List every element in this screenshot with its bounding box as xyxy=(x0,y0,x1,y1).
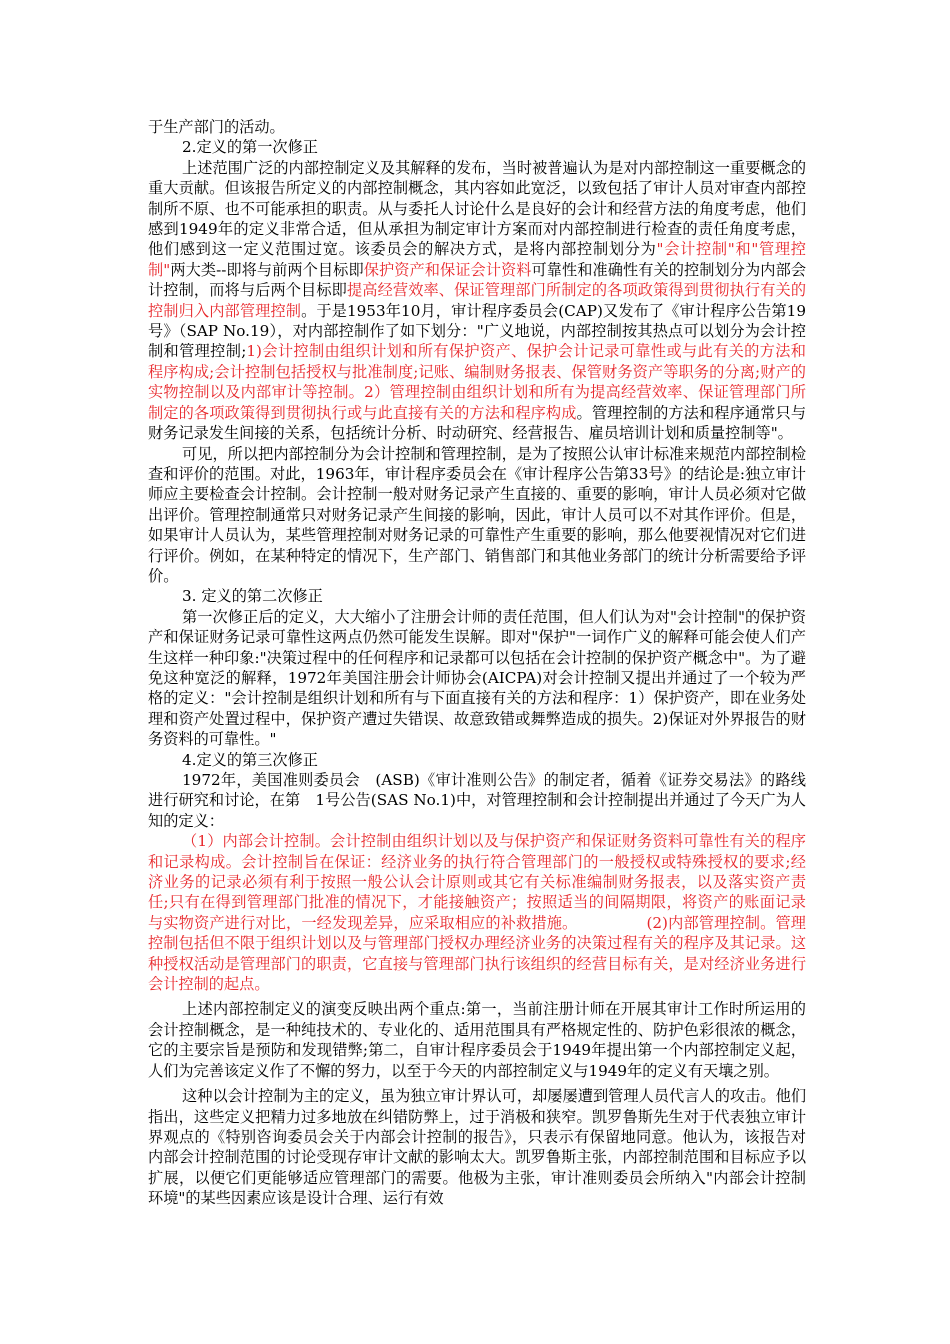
paragraph-criticism: 这种以会计控制为主的定义，虽为独立审计界认可，却屡屡遭到管理人员代言人的攻击。他们指出，这些定义把精力过多地放在纠错防弊上，过于消极和狭窄。凯罗鲁斯先生对于代表独立审计界观点的《特别咨询委员会关于内部会计控制的报告》，只表示有保留地同意。他认为，该报告对内部会计控制范围的讨论受现存审计文献的影响太大。凯罗鲁斯主张，内部控制范围和目标应予以扩展，以便它们更能够适应管理部门的需要。他极为主张，审计准则委员会所纳入"内部会计控制环境"的某些因素应该是设计合理、运行有效 xyxy=(148,1087,806,1208)
highlight-run: 1)会计控制由组织计划和所有保护资产、保护会计记录可靠性或与此有关的方法和程序构成;会计控制包括授权与批准制度;记账、编制财务报表、保管财务资产等职务的分离;财产的实物控制以及内部审计等控制。2）管理控制由组织计划和所有为提高经营效率、保证管理部门所制定的各项政策得到贯彻执行或与此直接有关的方法和程序构成 xyxy=(148,342,806,422)
paragraph-second-revision: 第一次修正后的定义，大大缩小了注册会计师的责任范围，但人们认为对"会计控制"的保护资产和保证财务记录可靠性这两点仍然可能发生误解。即对"保护"一词作广义的解释可能会使人们产生这样一种印象:"决策过程中的任何程序和记录都可以包括在会计控制的保护资产概念中"。为了避免这种宽泛的解释，1972年美国注册会计师协会(AICPA)对会计控制又提出并通过了一个较为严格的定义："会计控制是组织计划和所有与下面直接有关的方法和程序：1）保护资产，即在业务处理和资产处置过程中，保护资产遭过失错误、故意致错或舞弊造成的损失。2)保证对外界报告的财务资料的可靠性。" xyxy=(148,607,806,749)
text-run: 。管理控制的方法和程序通常只与财务记录发生间接的关系，包括统计分析、时动研究、经营报告、雇员培训计划和质量控制等"。 xyxy=(148,403,807,443)
text-run: 。于是1953年10月，审计程序委员会(CAP)又发布了《审计程序公告第19号》（SAP No.19），对内部控制作了如下划分："广义地说，内部控制按其热点可以划分为会计控制和管理控制; xyxy=(148,301,807,361)
paragraph-third-revision: 1972年，美国准则委员会 (ASB)《审计准则公告》的制定者，循着《证券交易法》的路线进行研究和讨论，在第 1号公告(SAS No.1)中，对管理控制和会计控制提出并通过了今天广为人知的定义： xyxy=(148,771,806,830)
text-run: 两大类--即将与前两个目标即 xyxy=(170,260,364,279)
highlight-run: 提高经营效率、保证管理部门所制定的各项政策得到贯彻执行有关的控制归入内部管理控制 xyxy=(148,281,807,320)
text-run: 上述范围广泛的内部控制定义及其解释的发布，当时被普遍认为是对内部控制这一重要概念的重大贡献。但该报告所定义的内部控制概念，其内容如此宽泛，以致包括了审计人员对审查内部控制所不原、也不可能承担的职责。从与委托人讨论什么是良好的会计和经营方法的角度考虑，他们感到1949年的定义非常合适，但从承担为制定审计方案而对内部控制进行检查的责任角度考虑，他们感到这一定义范围过宽。该委员会的解决方式，是将内部控制划分为 xyxy=(148,158,806,259)
section-heading-2: 2.定义的第一次修正 xyxy=(182,138,318,157)
section-heading-4: 4.定义的第三次修正 xyxy=(182,750,318,769)
paragraph-definitions-highlight: （1）内部会计控制。会计控制由组织计划以及与保护资产和保证财务资料可靠性有关的程序和记录构成。会计控制旨在保证：经济业务的执行符合管理部门的一般授权或特殊授权的要求;经济业务的记录必须有利于按照一般公认会计原则或其它有关标准编制财务报表，以及落实资产责任;只有在得到管理部门批准的情况下，才能接触资产；按照适当的间隔期限，将资产的账面记录与实物资产进行对比，一经发现差异，应采取相应的补救措施。 (2)内部管理控制。管理控制包括但不限于组织计划以及与管理部门授权办理经济业务的决策过程有关的程序及其记录。这种授权活动是管理部门的职责，它直接与管理部门执行该组织的经营目标有关，是对经济业务进行会计控制的起点。 xyxy=(148,832,806,994)
paragraph-evolution: 上述内部控制定义的演变反映出两个重点:第一，当前注册计师在开展其审计工作时所运用的会计控制概念，是一种纯技术的、专业化的、适用范围具有严格规定性的、防护色彩很浓的概念，它的主要宗旨是预防和发现错弊;第二，自审计程序委员会于1949年提出第一个内部控制定义起，人们为完善该定义作了不懈的努力，以至于今天的内部控制定义与1949年的定义有天壤之别。 xyxy=(148,1000,806,1080)
text-run: 可靠性和准确性有关的控制划分为内部会计控制，而将与后两个目标即 xyxy=(148,260,807,300)
paragraph-continuation: 于生产部门的活动。 xyxy=(148,118,285,136)
paragraph-first-revision xyxy=(148,158,806,444)
highlight-run: "会计控制"和"管理控制" xyxy=(148,240,806,279)
paragraph-accounting-vs-management: 可见，所以把内部控制分为会计控制和管理控制，是为了按照公认审计标准来规范内部控制检查和评价的范围。对此，1963年，审计程序委员会在《审计程序公告第33号》的结论是:独立审计师应主要检查会计控制。会计控制一般对财务记录产生直接的、重要的影响，审计人员必须对它做出评价。管理控制通常只对财务记录产生间接的影响，因此，审计人员可以不对其作评价。但是，如果审计人员认为，某些管理控制对财务记录的可靠性产生重要的影响，那么他要视情况对它们进行评价。例如，在某种特定的情况下，生产部门、销售部门和其他业务部门的统计分析需要给予评价。 xyxy=(148,444,806,585)
section-heading-3: 3. 定义的第二次修正 xyxy=(182,587,323,606)
highlight-run: 保护资产和保证会计资料 xyxy=(363,260,532,279)
document-body xyxy=(148,117,806,1209)
